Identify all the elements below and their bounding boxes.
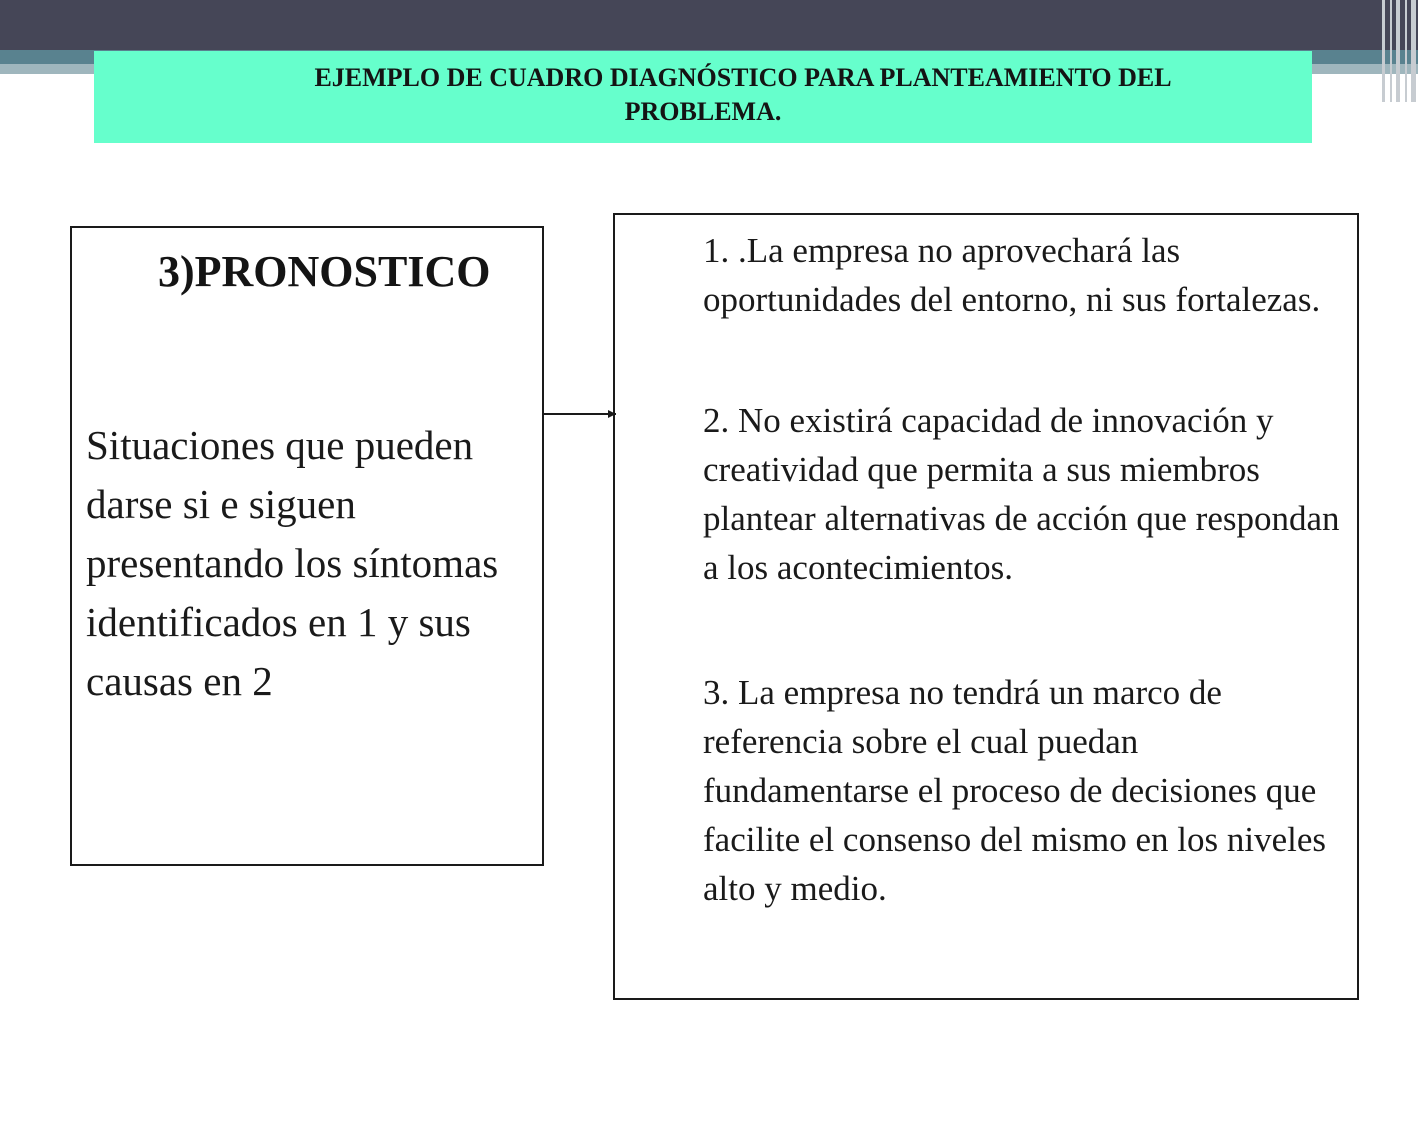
prognosis-description: Situaciones que pueden darse si e siguen presentando los síntomas identificados en 1 y sus causas en 2 (86, 422, 499, 704)
prognosis-box (70, 226, 544, 866)
header-dark-band (0, 0, 1418, 50)
consequence-item-1: 1. .La empresa no aprovechará las oportunidades del entorno, ni sus fortalezas. (703, 231, 1321, 319)
prognosis-heading: 3)PRONOSTICO (158, 247, 491, 296)
consequence-item-2: 2. No existirá capacidad de innovación y creatividad que permita a sus miembros plantear alternativas de acción que respondan a los acontecimientos. (703, 401, 1340, 587)
title-banner (94, 51, 1312, 143)
title-line-2: PROBLEMA. (624, 97, 782, 126)
title-line-1: EJEMPLO DE CUADRO DIAGNÓSTICO PARA PLANTEAMIENTO DEL (314, 63, 1172, 92)
header-decorative-lines (1378, 0, 1418, 102)
consequence-item-3: 3. La empresa no tendrá un marco de referencia sobre el cual puedan fundamentarse el proceso de decisiones que facilite el consenso del mismo en los niveles alto y medio. (703, 673, 1327, 908)
consequences-box (613, 213, 1359, 1000)
connector-line (544, 413, 616, 415)
